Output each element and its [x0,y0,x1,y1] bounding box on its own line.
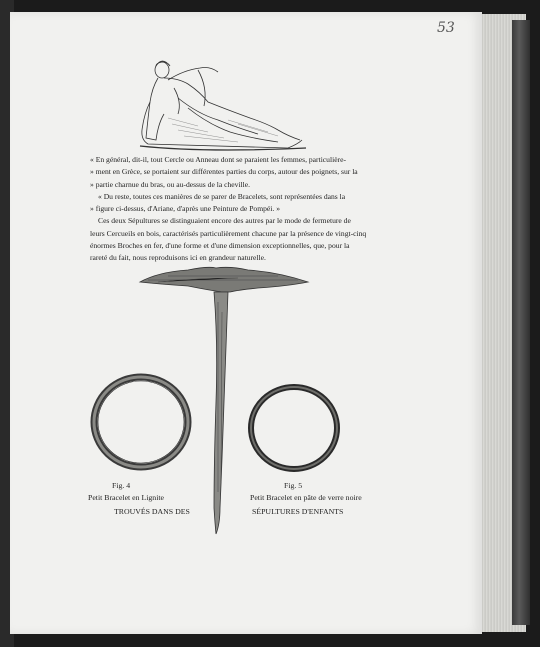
bracelet-fig4-illustration [90,372,192,472]
page-number: 53 [437,20,455,36]
bracelet-fig5-illustration [247,382,341,474]
paragraph-line: » partie charnue du bras, ou au-dessus de la cheville. [90,179,251,189]
paragraph-line: » figure ci-dessus, d'Ariane, d'après une Peinture de Pompéi. » [90,204,280,214]
fig4-title: Petit Bracelet en Lignite [88,493,164,502]
paragraph-line: « Du reste, toutes ces manières de se parer de Bracelets, sont représentées dans la [98,191,346,201]
fig4-number: Fig. 4 [112,481,131,490]
book-cover-edge [512,20,530,625]
paragraph-line: » ment en Grèce, se portaient sur différentes parties du corps, autour des poignets, sur la [90,167,358,177]
body-text [90,154,376,265]
paragraph-line: « En général, dit-il, tout Cercle ou Anneau dont se paraient les femmes, particulière- [90,155,346,164]
ariadne-engraving [138,58,308,154]
paragraph-line: leurs Cercueils en bois, caractérisés particulièrement chacune par la présence de vingt-cinq [90,228,367,238]
fig5-title: Petit Bracelet en pâte de verre noire [250,493,362,502]
paragraph-line: rareté du fait, nous reproduisons ici en grandeur naturelle. [90,253,266,263]
paragraph-line: énormes Broches en fer, d'une forme et d'une dimension exceptionnelles, que, pour la [90,241,350,251]
fig5-subtitle: SÉPULTURES D'ENFANTS [252,507,344,516]
fig5-number: Fig. 5 [284,481,303,490]
paragraph-line: Ces deux Sépultures se distinguaient encore des autres par le mode de fermeture de [98,216,351,226]
fig4-subtitle: TROUVÉS DANS DES [114,507,190,516]
